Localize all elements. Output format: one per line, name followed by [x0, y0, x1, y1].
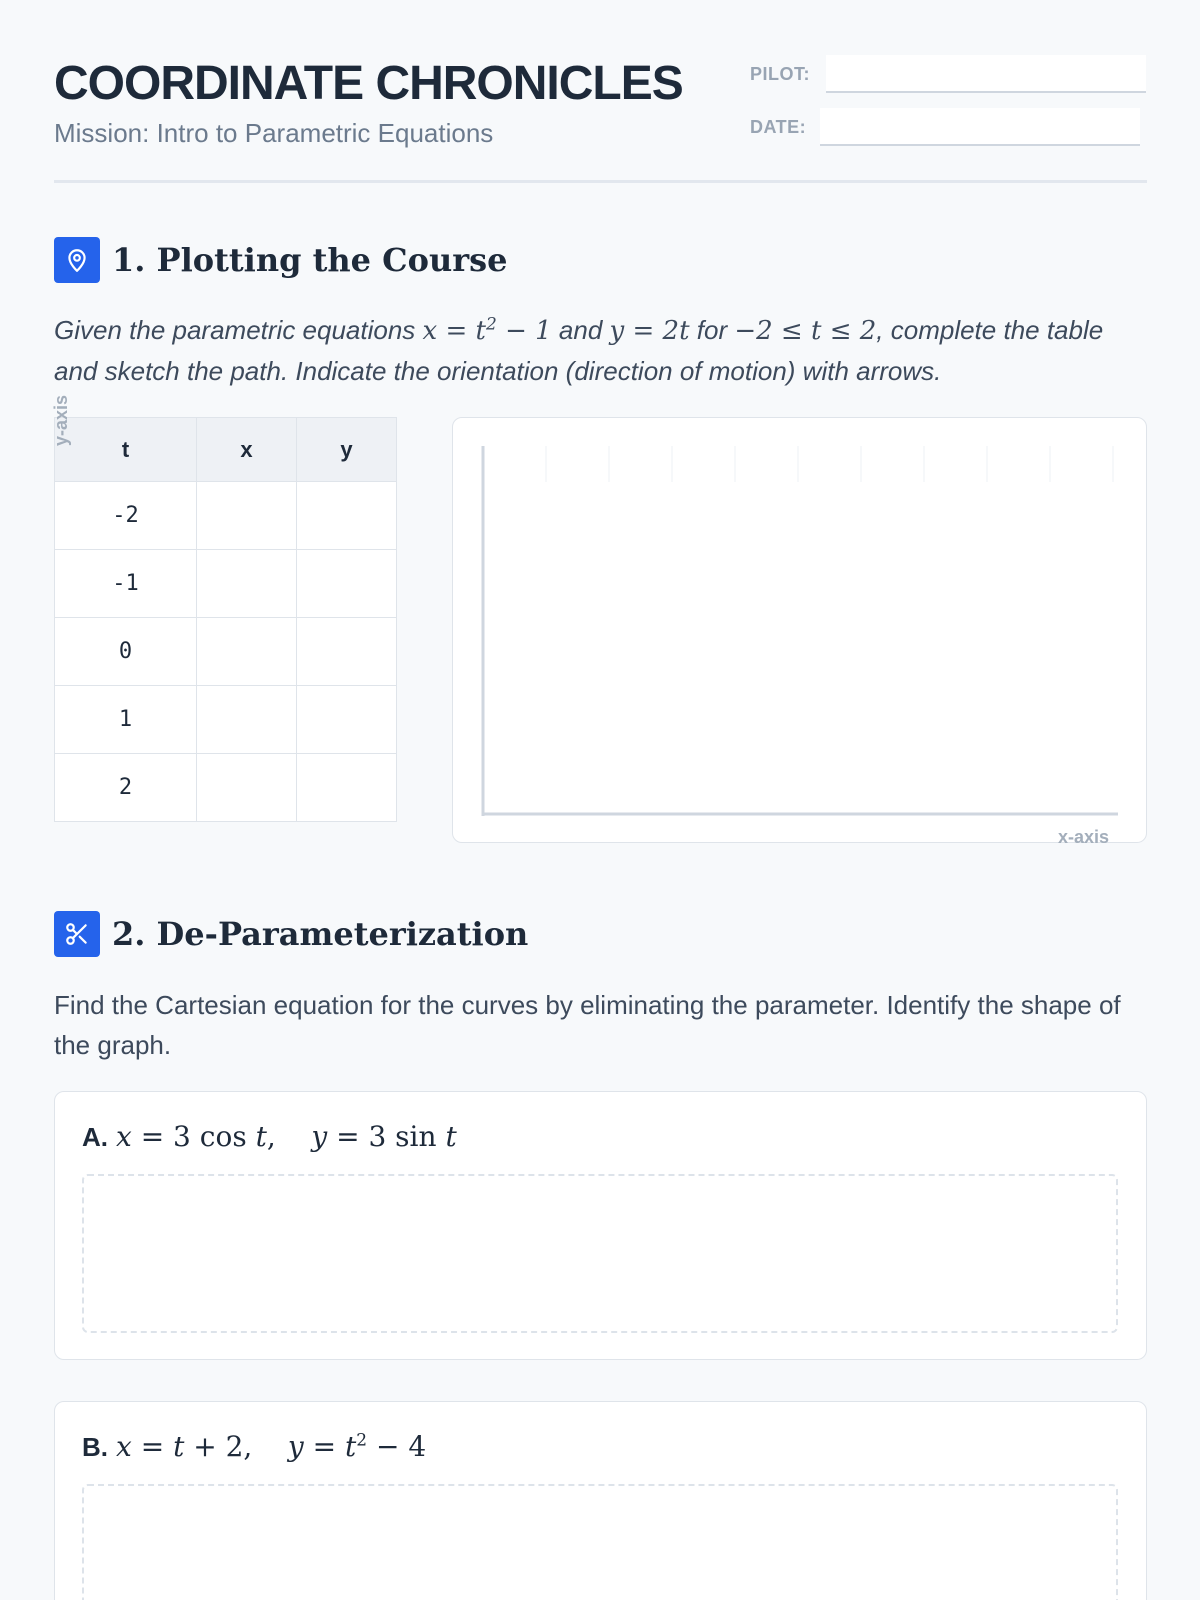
date-field-row: [750, 108, 1140, 146]
section-2-instructions: Find the Cartesian equation for the curves by eliminating the parameter. Identify the shape of the graph.: [54, 990, 1121, 1060]
equation-x-t: t: [475, 316, 486, 346]
t-value: -1: [55, 550, 197, 618]
y-value-cell[interactable]: [297, 686, 397, 754]
table-row: [55, 482, 397, 550]
equation-y: y: [609, 316, 625, 346]
eq-exp: 2: [356, 1430, 368, 1451]
x-axis-label: x-axis: [1058, 827, 1110, 847]
problem-letter: A.: [82, 1122, 108, 1152]
graph-grid: [453, 418, 1148, 844]
equation-y-rest: = 2: [624, 316, 680, 346]
section-1-heading: [54, 237, 507, 283]
worksheet-title: COORDINATE CHRONICLES: [54, 57, 683, 110]
instr-text: , complete the table and sketch the path. Indicate the orientation (direction of motion) with arrows.: [54, 315, 1104, 386]
t-value: -2: [55, 482, 197, 550]
problem-card: [54, 1091, 1147, 1360]
column-header-x: x: [197, 418, 297, 482]
x-value-cell[interactable]: [197, 482, 297, 550]
answer-box[interactable]: [82, 1174, 1118, 1333]
pilot-label: PILOT:: [750, 64, 810, 84]
problem-letter: B.: [82, 1432, 108, 1462]
x-value-cell[interactable]: [197, 686, 297, 754]
y-value-cell[interactable]: [297, 618, 397, 686]
x-value-cell[interactable]: [197, 550, 297, 618]
x-value-cell[interactable]: [197, 754, 297, 822]
range-t: t: [810, 316, 822, 346]
y-value-cell[interactable]: [297, 754, 397, 822]
table-header-row: [55, 418, 397, 482]
section-1-instructions: [54, 310, 1147, 391]
pilot-field-row: [750, 55, 1146, 93]
equation-x-tail: − 1: [496, 316, 552, 346]
equation-x: x: [422, 316, 438, 346]
problem-statement: [82, 1120, 457, 1153]
section-1-title: 1. Plotting the Course: [112, 241, 508, 279]
x-value-cell[interactable]: [197, 618, 297, 686]
section-2-heading: [54, 911, 528, 957]
range-expression: −2 ≤: [734, 316, 811, 346]
worksheet-header: [54, 0, 1147, 183]
values-table: [54, 417, 397, 822]
equation-y-t: t: [679, 316, 690, 346]
table-row: [55, 550, 397, 618]
y-value-cell[interactable]: [297, 482, 397, 550]
problem-card: [54, 1401, 1147, 1600]
scissors-icon: [54, 911, 100, 957]
equation-x-exp: 2: [486, 314, 497, 335]
t-value: 1: [55, 686, 197, 754]
eq-var: y: [311, 1120, 328, 1153]
pilot-input[interactable]: [826, 55, 1146, 93]
eq-var: x: [116, 1430, 132, 1463]
equation-x-rest: =: [437, 316, 476, 346]
problem-statement: [82, 1430, 426, 1463]
map-pin-icon: [54, 237, 100, 283]
eq-var: y: [287, 1430, 304, 1463]
sketch-graph[interactable]: [452, 417, 1147, 843]
instr-text: and: [551, 315, 610, 345]
answer-box[interactable]: [82, 1484, 1118, 1600]
date-label: DATE:: [750, 117, 807, 137]
problem-equation: x = t + 2, $y = t^2 - 4$: [116, 1430, 427, 1463]
column-header-y: y: [297, 418, 397, 482]
y-axis-label: y-axis: [51, 394, 71, 446]
eq-var: t: [173, 1430, 185, 1463]
instr-text: for: [689, 315, 735, 345]
table-row: [55, 618, 397, 686]
worksheet-page: [51, 0, 1147, 1463]
instr-text: Given the parametric equations: [54, 315, 423, 345]
date-input[interactable]: [820, 108, 1140, 146]
column-header-t: t: [55, 418, 197, 482]
table-row: [55, 754, 397, 822]
problem-equation: x = 3 cos t, y = 3 sin t: [116, 1120, 457, 1153]
range-end: ≤ 2: [821, 316, 877, 346]
section-2-title: 2. De-Parameterization: [112, 915, 529, 953]
y-value-cell[interactable]: [297, 550, 397, 618]
table-row: [55, 686, 397, 754]
eq-var: t: [445, 1120, 457, 1153]
eq-var: t: [345, 1430, 357, 1463]
eq-var: x: [116, 1120, 132, 1153]
mission-subtitle: Mission: Intro to Parametric Equations: [54, 118, 494, 148]
t-value: 0: [55, 618, 197, 686]
grid-ticks: [546, 446, 1113, 482]
eq-var: t: [255, 1120, 267, 1153]
t-value: 2: [55, 754, 197, 822]
